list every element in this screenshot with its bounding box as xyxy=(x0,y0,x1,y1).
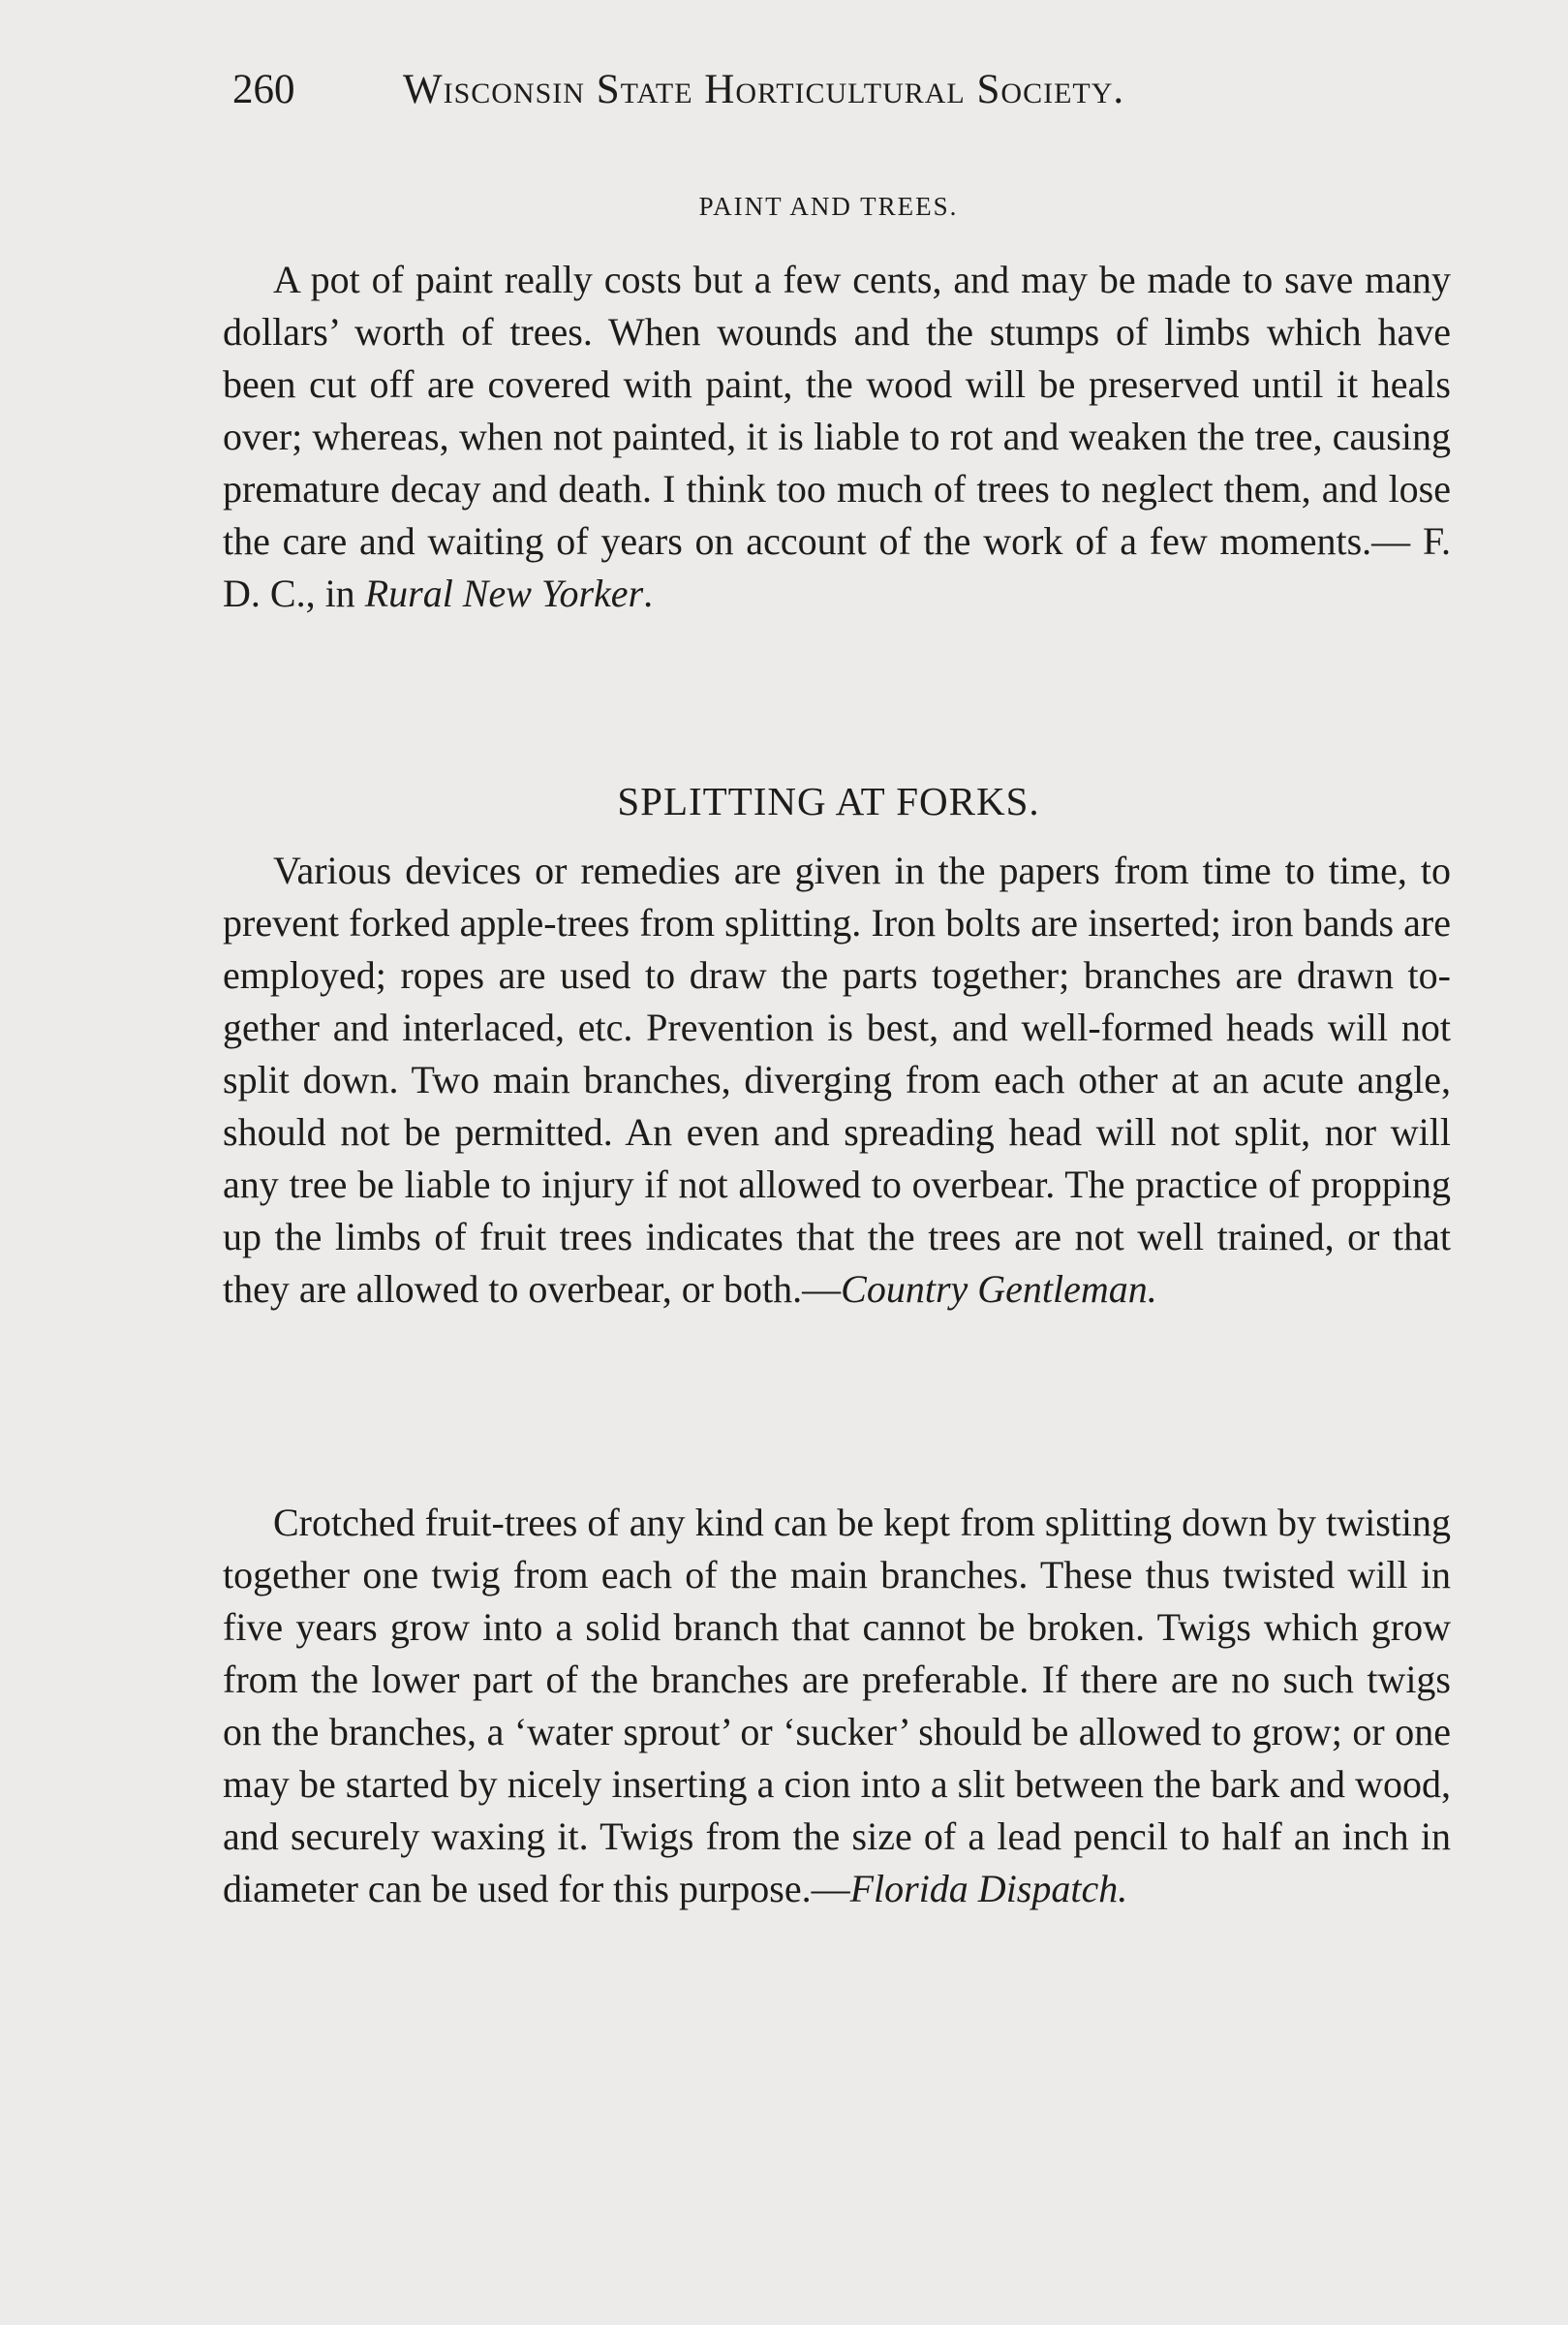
paragraph-splitting-at-forks-1-text: Various devices or remedies are given in the papers from time to time, to prevent forked apple-trees from splitting. Iron bolts are inserted; iron bands are employed; ropes are used to draw the parts together; branches are drawn together and interlaced, etc. Prevention is best, and well-formed heads will not split down. Two main branches, diverging from each other at an acute angle, should not be permitted. An even and spreading head will not split, nor will any tree be liable to injury if not allowed to overbear. The practice of propping up the limbs of fruit trees indicates that the trees are not well trained, or that they are allowed to overbear, or both.— xyxy=(223,849,1451,1311)
paragraph-paint-and-trees-text: A pot of paint really costs but a few cents, and may be made to save many dollars’ worth of trees. When wounds and the stumps of limbs which have been cut off are covered with paint, the wood will be preserved until it heals over; whereas, when not painted, it is liable to rot and weaken the tree, causing premature decay and death. I think too much of trees to neglect them, and lose the care and waiting of years on account of the work of a few moments.— F. D. C., in xyxy=(223,258,1451,615)
source-country-gentleman: Country Gentleman. xyxy=(841,1267,1157,1311)
paragraph-paint-and-trees xyxy=(223,254,1451,620)
section-heading-splitting-at-forks xyxy=(0,778,1568,824)
section-heading-paint-and-trees xyxy=(0,192,1568,222)
heading-paint-and-trees: PAINT AND TREES. xyxy=(698,192,959,221)
journal-title: Wisconsin State Horticultural Society. xyxy=(403,67,1125,112)
page-number: 260 xyxy=(232,67,295,112)
heading-splitting-at-forks: SPLITTING AT FORKS. xyxy=(617,779,1040,823)
paragraph-splitting-at-forks-1 xyxy=(223,845,1451,1316)
paragraph-splitting-at-forks-2-text: Crotched fruit-trees of any kind can be kept from splitting down by twisting together one twig from each of the main branches. These thus twisted will in five years grow into a solid branch that cannot be broken. Twigs which grow from the lower part of the branches are preferable. If there are no such twigs on the branches, a ‘water sprout’ or ‘sucker’ should be allowed to grow; or one may be started by nicely inserting a cion into a slit between the bark and wood, and securely waxing it. Twigs from the size of a lead pencil to half an inch in diameter can be used for this purpose.— xyxy=(223,1501,1451,1910)
paragraph-splitting-at-forks-2 xyxy=(223,1497,1451,1915)
running-header xyxy=(232,60,1317,118)
paragraph-end-punctuation: . xyxy=(643,572,654,615)
source-rural-new-yorker: Rural New Yorker xyxy=(364,572,644,615)
source-florida-dispatch: Florida Dispatch. xyxy=(849,1867,1128,1910)
